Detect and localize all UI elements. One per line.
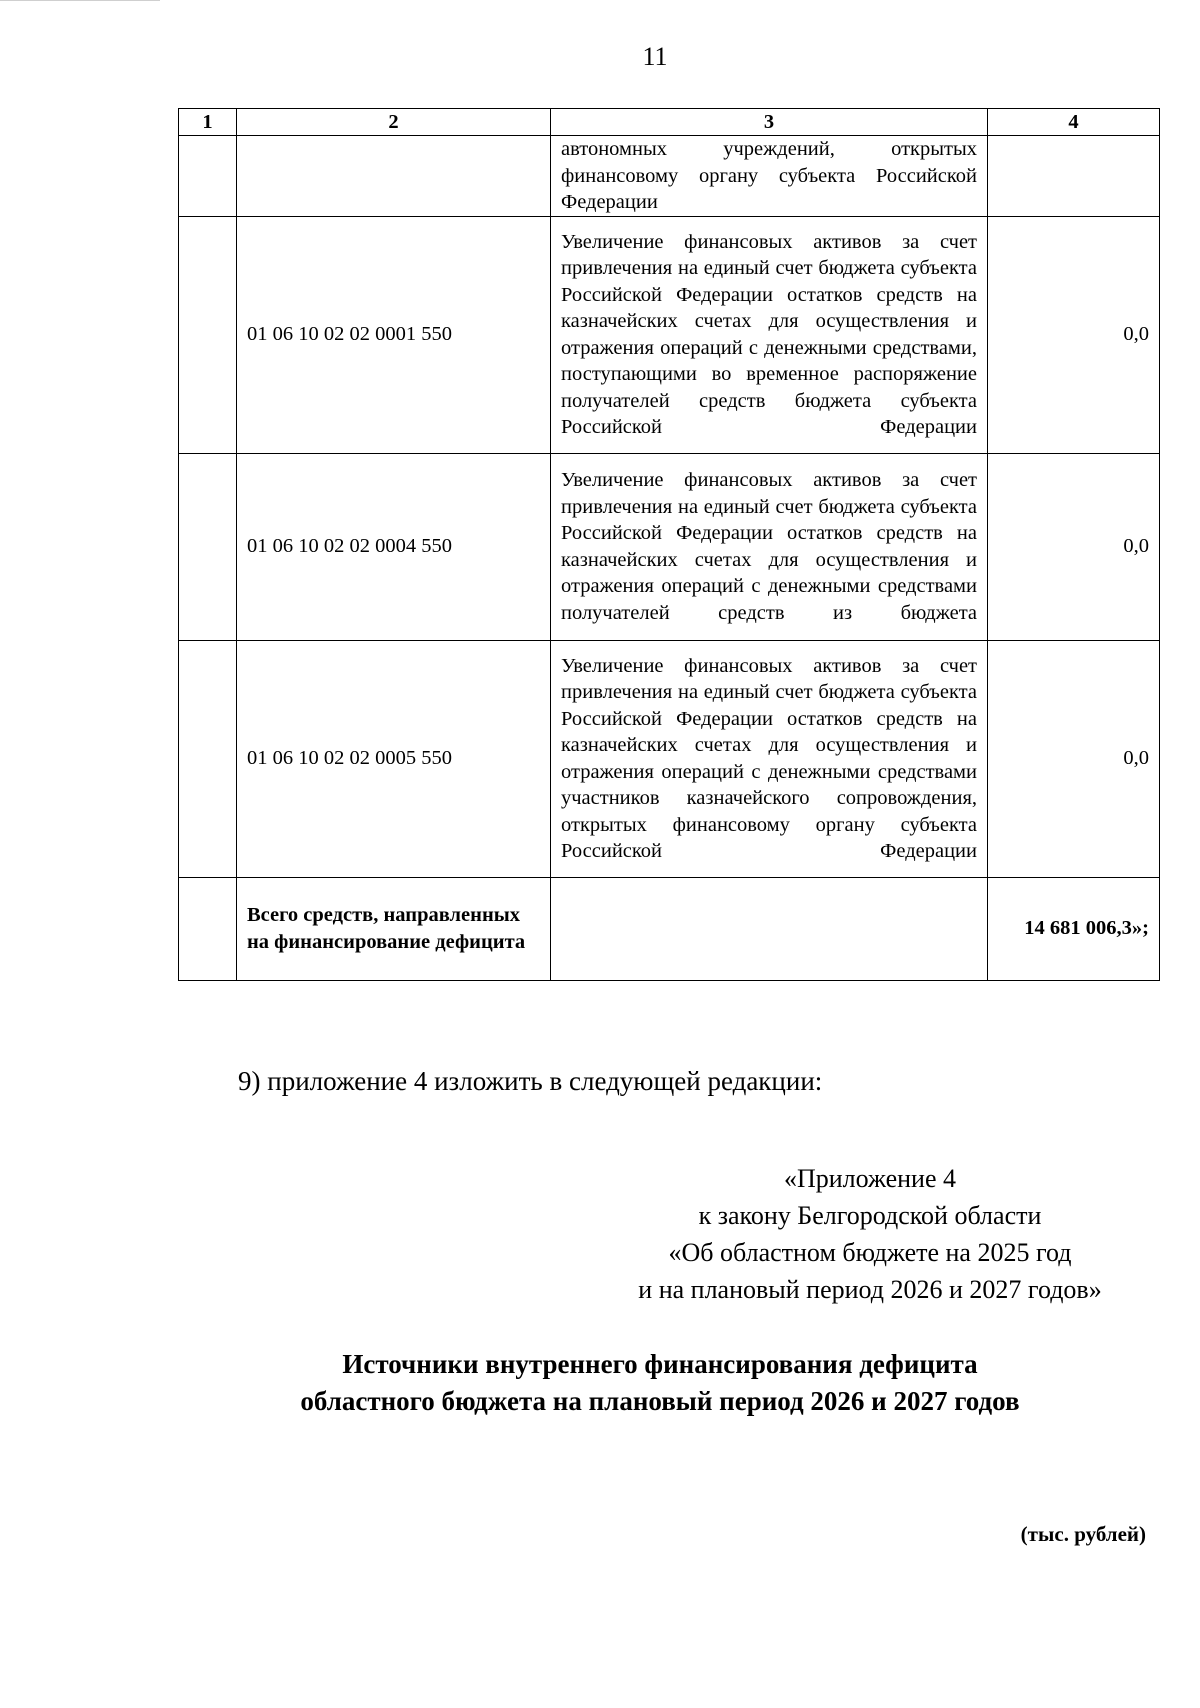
amount-cell: 0,0: [988, 453, 1160, 640]
annex-line: и на плановый период 2026 и 2027 годов»: [638, 1275, 1102, 1304]
table-row: [179, 453, 1160, 640]
description-cell: Увеличение финансовых активов за счет привлечения на единый счет бюджета субъекта Российской Федерации остатков средств на казначейских счетах для осуществления и отражения операций с денежными средствами получателей средств из бюджета: [551, 453, 988, 640]
total-label: Всего средств, направленных на финансирование дефицита: [237, 877, 551, 980]
document-title: [220, 1346, 1100, 1420]
header-col-1: 1: [179, 109, 237, 136]
row-number-cell: [179, 640, 237, 877]
row-number-cell: [179, 136, 237, 217]
row-number-cell: [179, 877, 237, 980]
header-col-4: 4: [988, 109, 1160, 136]
description-cell: автономных учреждений, открытых финансовому органу субъекта Российской Федерации: [551, 136, 988, 217]
header-col-3: 3: [551, 109, 988, 136]
code-cell: 01 06 10 02 02 0005 550: [237, 640, 551, 877]
description-cell: Увеличение финансовых активов за счет привлечения на единый счет бюджета субъекта Российской Федерации остатков средств на казначейских счетах для осуществления и отражения операций с денежными средствами, поступающими во временное распоряжение получателей средств бюджета субъекта Российской Федерации: [551, 216, 988, 453]
table-row: [179, 136, 1160, 217]
table-row: [179, 640, 1160, 877]
table-row: [179, 216, 1160, 453]
amendment-paragraph: 9) приложение 4 изложить в следующей редакции:: [238, 1066, 823, 1096]
table-header-row: [179, 109, 1160, 136]
code-cell: 01 06 10 02 02 0001 550: [237, 216, 551, 453]
title-line: Источники внутреннего финансирования дефицита: [342, 1349, 978, 1379]
total-row: [179, 877, 1160, 980]
description-cell: Увеличение финансовых активов за счет привлечения на единый счет бюджета субъекта Российской Федерации остатков средств на казначейских счетах для осуществления и отражения операций с денежными средствами участников казначейского сопровождения, открытых финансовому органу субъекта Российской Федерации: [551, 640, 988, 877]
total-amount: 14 681 006,3»;: [988, 877, 1160, 980]
annex-line: к закону Белгородской области: [698, 1201, 1042, 1230]
row-number-cell: [179, 216, 237, 453]
header-col-2: 2: [237, 109, 551, 136]
amount-cell: 0,0: [988, 216, 1160, 453]
amount-cell: [988, 136, 1160, 217]
page-number: 11: [642, 42, 668, 71]
annex-line: «Приложение 4: [783, 1164, 957, 1193]
code-cell: [237, 136, 551, 217]
row-number-cell: [179, 453, 237, 640]
annex-reference: [610, 1160, 1130, 1308]
financing-sources-table: [178, 108, 1160, 981]
total-description-cell: [551, 877, 988, 980]
title-line: областного бюджета на плановый период 2026 и 2027 годов: [300, 1386, 1020, 1416]
units-label: (тыс. рублей): [1020, 1522, 1146, 1546]
scan-edge-line: [0, 0, 160, 1]
annex-line: «Об областном бюджете на 2025 год: [668, 1238, 1072, 1267]
amount-cell: 0,0: [988, 640, 1160, 877]
code-cell: 01 06 10 02 02 0004 550: [237, 453, 551, 640]
